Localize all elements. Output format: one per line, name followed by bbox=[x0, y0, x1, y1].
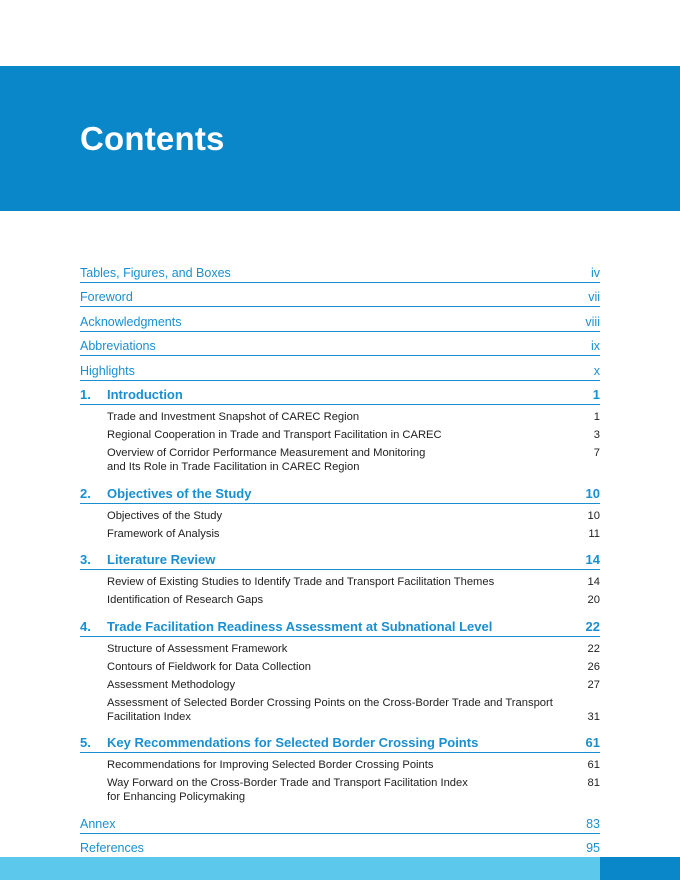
toc-entry-label: Annex bbox=[80, 816, 116, 831]
table-of-contents bbox=[80, 258, 600, 858]
toc-entry-foreword[interactable] bbox=[80, 283, 600, 308]
chapter-page: 14 bbox=[585, 552, 600, 567]
toc-entry-page: x bbox=[593, 363, 600, 378]
footer-band bbox=[0, 857, 600, 880]
section-title-line-1: Assessment of Selected Border Crossing Points on the Cross-Border Trade and Transport bbox=[107, 696, 553, 709]
toc-chapter-key-recommendations[interactable] bbox=[80, 729, 600, 754]
section-title: Recommendations for Improving Selected Border Crossing Points bbox=[107, 759, 434, 771]
section-page: 27 bbox=[587, 678, 600, 691]
toc-entry-page: ix bbox=[590, 339, 600, 353]
chapter-page: 22 bbox=[585, 618, 600, 634]
chapter-number: 2. bbox=[80, 485, 91, 501]
section-page: 1 bbox=[593, 411, 600, 423]
section-title-line-2: Facilitation Index bbox=[107, 710, 191, 723]
section-title: Trade and Investment Snapshot of CAREC Region bbox=[107, 411, 360, 423]
toc-section[interactable] bbox=[107, 756, 600, 774]
section-title-line-1: Way Forward on the Cross-Border Trade and Transport Facilitation Index bbox=[107, 777, 468, 789]
toc-section[interactable] bbox=[107, 525, 600, 543]
toc-section[interactable] bbox=[107, 408, 600, 426]
section-title-line-1: Overview of Corridor Performance Measurement and Monitoring bbox=[107, 447, 426, 459]
section-title: Structure of Assessment Framework bbox=[107, 642, 288, 655]
toc-entry-label: Tables, Figures, and Boxes bbox=[80, 265, 231, 280]
section-page: 22 bbox=[587, 642, 600, 655]
toc-entry-abbreviations[interactable] bbox=[80, 332, 600, 357]
toc-entry-label: Foreword bbox=[80, 290, 133, 304]
toc-entry-label: Acknowledgments bbox=[80, 314, 182, 329]
toc-section[interactable] bbox=[107, 676, 600, 694]
section-title-line-2: and Its Role in Trade Facilitation in CAREC Region bbox=[107, 461, 360, 473]
toc-section[interactable] bbox=[107, 426, 600, 444]
toc-section[interactable] bbox=[107, 507, 600, 525]
chapter-title: Objectives of the Study bbox=[107, 485, 252, 501]
chapter-sections bbox=[80, 504, 600, 546]
section-page: 7 bbox=[593, 447, 600, 459]
toc-entry-page: iv bbox=[590, 265, 600, 280]
page-title: Contents bbox=[80, 120, 225, 157]
toc-chapter-introduction[interactable] bbox=[80, 381, 600, 406]
toc-section[interactable] bbox=[107, 640, 600, 658]
toc-entry-page: vii bbox=[588, 290, 600, 304]
section-title: Objectives of the Study bbox=[107, 509, 223, 522]
section-page: 26 bbox=[587, 660, 600, 673]
toc-entry-annex[interactable] bbox=[80, 809, 600, 834]
section-title: Review of Existing Studies to Identify Trade and Transport Facilitation Themes bbox=[107, 576, 495, 588]
toc-section[interactable] bbox=[107, 658, 600, 676]
chapter-sections bbox=[80, 405, 600, 479]
section-page: 81 bbox=[587, 777, 600, 789]
chapter-number: 5. bbox=[80, 735, 91, 750]
section-page: 3 bbox=[593, 429, 600, 441]
section-page: 20 bbox=[587, 594, 600, 606]
toc-entry-highlights[interactable] bbox=[80, 356, 600, 381]
toc-section[interactable] bbox=[107, 774, 600, 806]
toc-section[interactable] bbox=[107, 573, 600, 591]
toc-entry-tables-figures-boxes[interactable] bbox=[80, 258, 600, 283]
toc-entry-page: 83 bbox=[586, 816, 600, 831]
footer-block bbox=[600, 857, 680, 880]
section-page: 10 bbox=[587, 509, 600, 522]
section-title: Identification of Research Gaps bbox=[107, 594, 264, 606]
chapter-title: Introduction bbox=[107, 387, 183, 402]
chapter-title: Key Recommendations for Selected Border Crossing Points bbox=[107, 735, 479, 750]
toc-chapter-readiness-assessment[interactable] bbox=[80, 612, 600, 637]
toc-section[interactable] bbox=[107, 694, 600, 726]
section-page: 14 bbox=[587, 576, 600, 588]
section-page: 31 bbox=[587, 710, 600, 723]
toc-entry-label: Highlights bbox=[80, 363, 135, 378]
toc-entry-label: Abbreviations bbox=[80, 339, 156, 353]
toc-chapter-literature-review[interactable] bbox=[80, 546, 600, 571]
toc-entry-label: References bbox=[80, 841, 144, 855]
chapter-page: 1 bbox=[592, 387, 600, 402]
chapter-page: 61 bbox=[585, 735, 600, 750]
section-title: Contours of Fieldwork for Data Collection bbox=[107, 660, 311, 673]
toc-entry-page: 95 bbox=[586, 841, 600, 855]
chapter-title: Trade Facilitation Readiness Assessment at Subnational Level bbox=[107, 618, 493, 634]
toc-entry-references[interactable] bbox=[80, 834, 600, 859]
section-title bbox=[107, 696, 553, 724]
chapter-number: 1. bbox=[80, 387, 91, 402]
toc-section[interactable] bbox=[107, 591, 600, 609]
chapter-sections bbox=[80, 570, 600, 612]
section-title: Assessment Methodology bbox=[107, 678, 236, 691]
section-title: Framework of Analysis bbox=[107, 527, 220, 540]
chapter-number: 4. bbox=[80, 618, 91, 634]
section-title bbox=[107, 776, 468, 804]
chapter-page: 10 bbox=[585, 485, 600, 501]
section-title bbox=[107, 446, 425, 474]
toc-chapter-objectives[interactable] bbox=[80, 479, 600, 504]
section-page: 11 bbox=[588, 527, 600, 540]
section-title-line-2: for Enhancing Policymaking bbox=[107, 791, 246, 803]
chapter-sections bbox=[80, 753, 600, 809]
toc-entry-acknowledgments[interactable] bbox=[80, 307, 600, 332]
chapter-title: Literature Review bbox=[107, 552, 216, 567]
section-title: Regional Cooperation in Trade and Transport Facilitation in CAREC bbox=[107, 429, 442, 441]
chapter-number: 3. bbox=[80, 552, 91, 567]
section-page: 61 bbox=[587, 759, 600, 771]
toc-section[interactable] bbox=[107, 444, 600, 476]
chapter-sections bbox=[80, 637, 600, 729]
toc-entry-page: viii bbox=[585, 314, 600, 329]
